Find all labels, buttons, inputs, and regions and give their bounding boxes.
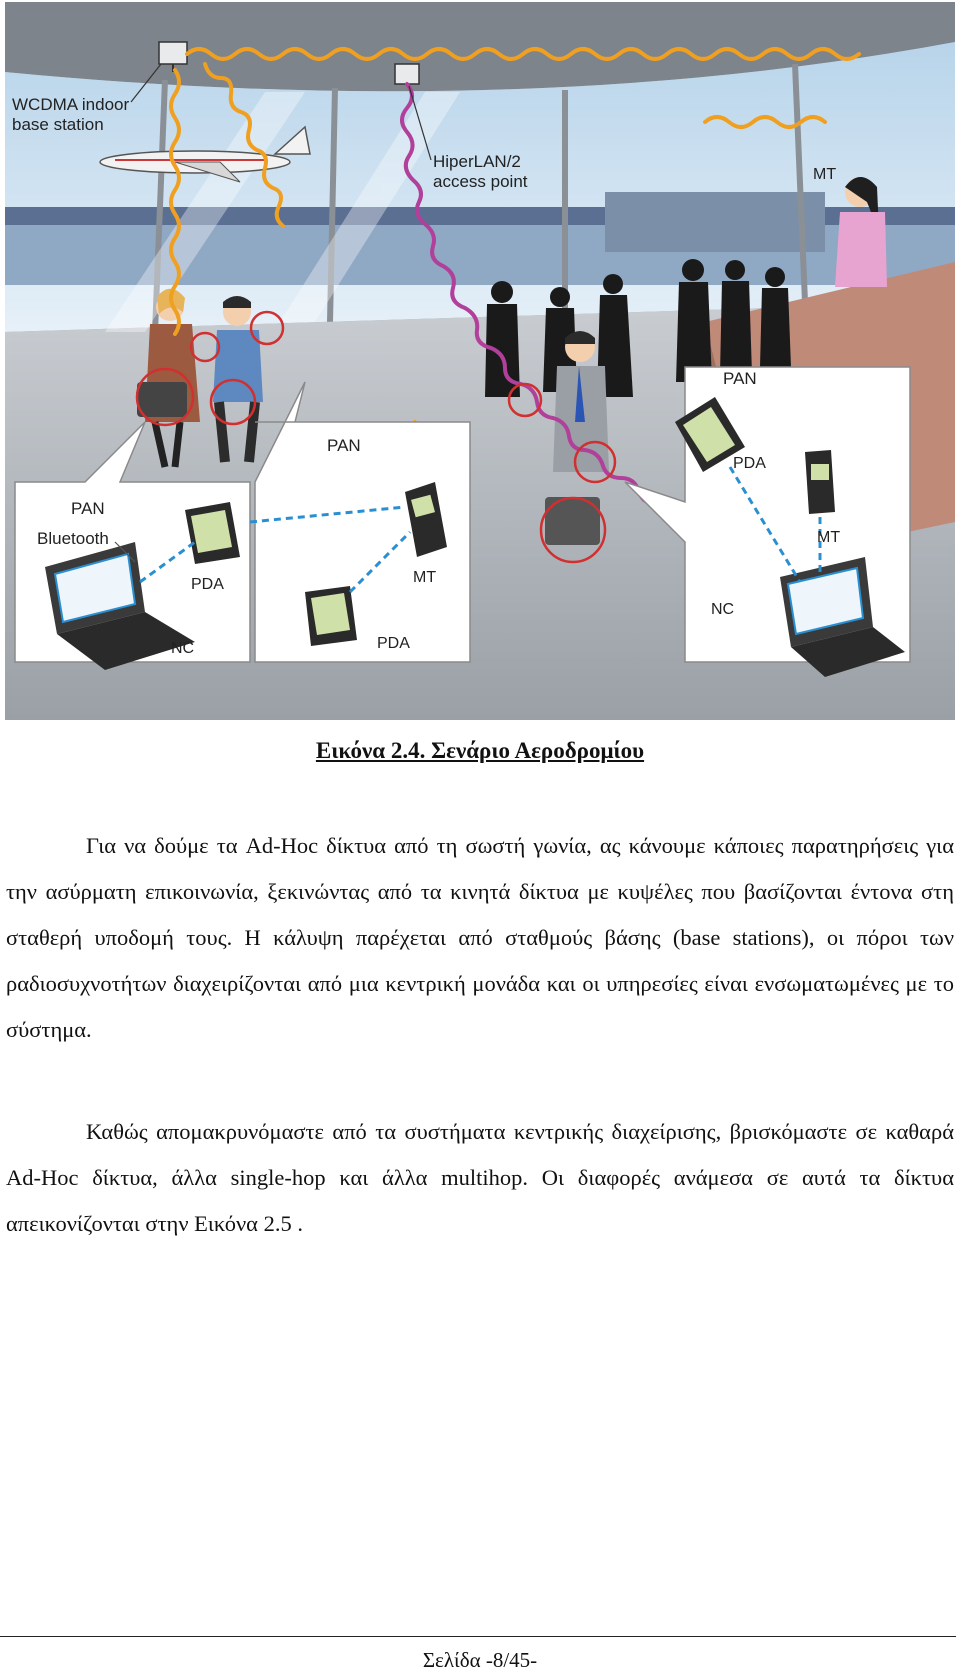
paragraph-2-text: Καθώς απομακρυνόμαστε από τα συστήματα κεντρικής διαχείρισης, βρισκόμαστε σε καθαρά Ad-Hoc δίκτυα, άλλα single-hop και άλλα multihop. Οι διαφορές ανάμεσα σε αυτά τα δίκτυα απεικονίζονται στην Εικόνα 2.5 . xyxy=(6,1119,954,1236)
label-pan-middle: PAN xyxy=(327,436,361,455)
label-mt-right: MT xyxy=(817,529,841,546)
label-pda-right: PDA xyxy=(733,455,766,472)
label-mt-top: MT xyxy=(813,166,837,183)
label-pda-middle: PDA xyxy=(377,635,410,652)
label-nc-left: NC xyxy=(171,640,195,657)
label-pan-left: PAN xyxy=(71,499,105,518)
label-hiperlan-line2: access point xyxy=(433,172,528,191)
label-hiperlan-line1: HiperLAN/2 xyxy=(433,152,521,171)
paragraph-2 xyxy=(6,1109,954,1247)
page-number: Σελίδα -8/45- xyxy=(422,1648,538,1672)
hiperlan-access-point-icon xyxy=(395,64,419,84)
label-pan-right: PAN xyxy=(723,369,757,388)
label-bluetooth: Bluetooth xyxy=(37,529,109,548)
label-wcdma-line2: base station xyxy=(12,115,104,134)
paragraph-1 xyxy=(6,823,954,1053)
label-pda-left: PDA xyxy=(191,576,224,593)
figure-caption: Εικόνα 2.4. Σενάριο Αεροδρομίου xyxy=(315,738,645,763)
label-mt-middle: MT xyxy=(413,569,437,586)
airport-scenario-figure xyxy=(5,2,955,720)
label-nc-right: NC xyxy=(711,601,735,618)
paragraph-1-text: Για να δούμε τα Ad-Hoc δίκτυα από τη σωστή γωνία, ας κάνουμε κάποιες παρατηρήσεις για την ασύρματη επικοινωνία, ξεκινώντας από τα κινητά δίκτυα με κυψέλες που βασίζονται έντονα στη σταθερή υποδομή τους. Η κάλυψη παρέχεται από σταθμούς βάσης (base stations), οι πόροι των ραδιοσυχνοτήτων διαχειρίζονται από μια κεντρική μονάδα και οι υπηρεσίες είναι ενσωματωμένες με το σύστημα. xyxy=(6,833,954,1042)
footer-rule xyxy=(0,1636,956,1637)
label-wcdma-line1: WCDMA indoor xyxy=(12,95,130,114)
